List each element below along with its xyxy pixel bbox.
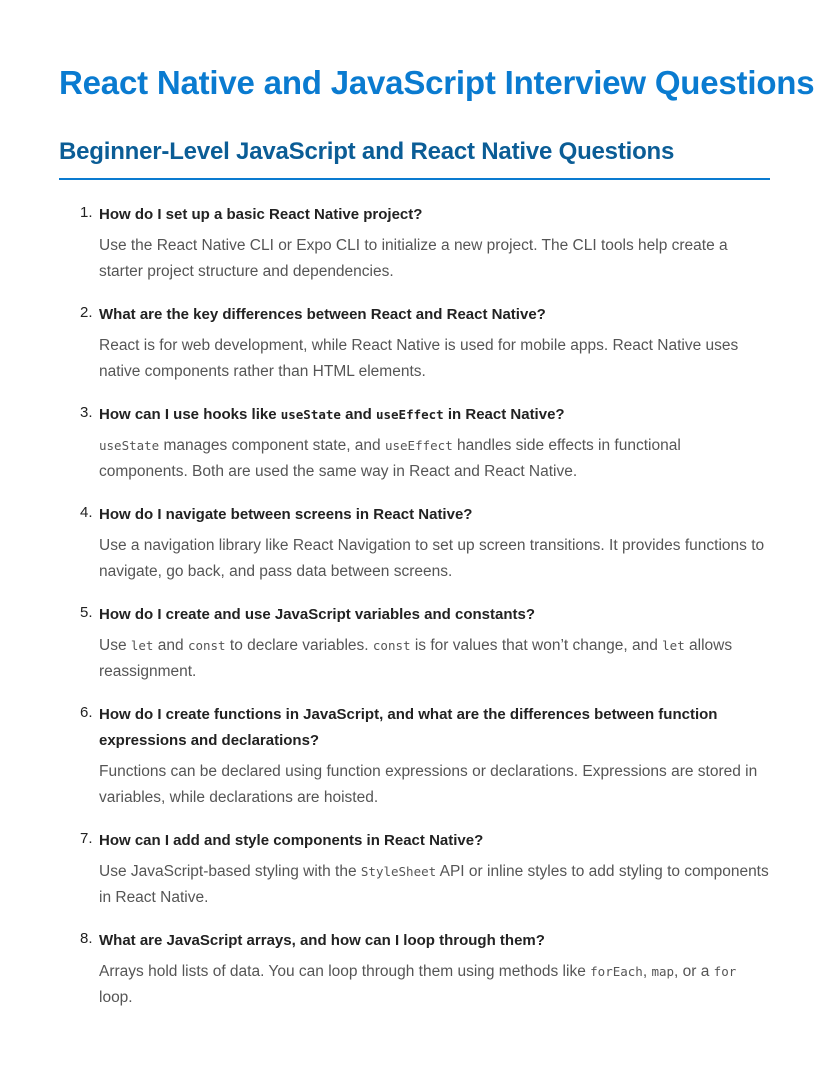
inline-code: let: [130, 638, 154, 653]
question-text: [99, 402, 770, 428]
question-text: How can I add and style components in React Native?: [99, 832, 484, 849]
question-text-part: in React Native?: [443, 406, 565, 423]
list-item: [59, 602, 770, 685]
answer-text-part: and: [153, 637, 188, 654]
list-item: [59, 302, 770, 385]
answer-text-part: API or inline styles to add styling to components in React Native.: [99, 863, 769, 906]
inline-code: let: [662, 638, 685, 653]
question-text: How do I create functions in JavaScript, and what are the differences between function expressions and declarations?: [99, 706, 718, 749]
answer-text-part: allows reassignment.: [99, 637, 733, 680]
question-text: What are the key differences between React and React Native?: [99, 306, 546, 323]
inline-code: const: [187, 638, 226, 653]
answer-text: [99, 859, 770, 911]
list-item: [59, 828, 770, 911]
section-divider: [59, 178, 770, 180]
question-text: How do I set up a basic React Native project?: [99, 206, 423, 223]
answer-text-part: to declare variables.: [225, 637, 373, 654]
answer-text-part: Use JavaScript-based styling with the: [99, 863, 361, 880]
answer-text: Use the React Native CLI or Expo CLI to initialize a new project. The CLI tools help create a starter project structure and dependencies.: [99, 237, 728, 280]
answer-text-part: handles side effects in functional components. Both are used the same way in React and React Native.: [99, 437, 681, 480]
answer-text: Functions can be declared using function expressions or declarations. Expressions are stored in variables, while declarations are hoisted.: [99, 763, 758, 806]
item-number: 5.: [80, 604, 93, 621]
question-text: How do I navigate between screens in React Native?: [99, 506, 473, 523]
answer-text-part: , or a: [674, 963, 714, 980]
answer-text: [99, 633, 770, 685]
item-number: 4.: [80, 504, 93, 521]
answer-text-part: Use: [99, 637, 131, 654]
page-title: React Native and JavaScript Interview Questions: [59, 64, 815, 101]
answer-text-part: manages component state, and: [159, 437, 385, 454]
list-item: [59, 402, 770, 485]
answer-text-part: ,: [642, 963, 652, 980]
section-title: Beginner-Level JavaScript and React Native Questions: [59, 138, 675, 165]
inline-code: useEffect: [384, 438, 453, 453]
inline-code: useEffect: [375, 407, 444, 422]
inline-code: map: [651, 964, 675, 979]
question-list: [59, 202, 770, 1028]
inline-code: const: [372, 638, 411, 653]
question-text: What are JavaScript arrays, and how can I loop through them?: [99, 932, 545, 949]
question-text-part: and: [340, 406, 376, 423]
answer-text: [99, 959, 770, 1011]
item-number: 6.: [80, 704, 93, 721]
inline-code: useState: [280, 407, 341, 422]
answer-text-part: loop.: [99, 989, 133, 1006]
inline-code: forEach: [590, 964, 643, 979]
item-number: 2.: [80, 304, 93, 321]
inline-code: StyleSheet: [360, 864, 437, 879]
inline-code: for: [713, 964, 737, 979]
question-text-part: How can I use hooks like: [99, 406, 281, 423]
inline-code: useState: [99, 438, 160, 453]
list-item: [59, 702, 770, 811]
answer-text: [99, 433, 770, 485]
item-number: 7.: [80, 830, 93, 847]
answer-text: React is for web development, while React Native is used for mobile apps. React Native uses native components rather than HTML elements.: [99, 337, 739, 380]
answer-text-part: Arrays hold lists of data. You can loop through them using methods like: [99, 963, 591, 980]
question-text: How do I create and use JavaScript variables and constants?: [99, 606, 535, 623]
item-number: 8.: [80, 930, 93, 947]
answer-text: Use a navigation library like React Navigation to set up screen transitions. It provides functions to navigate, go back, and pass data between screens.: [99, 537, 765, 580]
answer-text-part: is for values that won’t change, and: [410, 637, 663, 654]
list-item: [59, 928, 770, 1011]
item-number: 1.: [80, 204, 93, 221]
item-number: 3.: [80, 404, 93, 421]
list-item: [59, 502, 770, 585]
list-item: [59, 202, 770, 285]
